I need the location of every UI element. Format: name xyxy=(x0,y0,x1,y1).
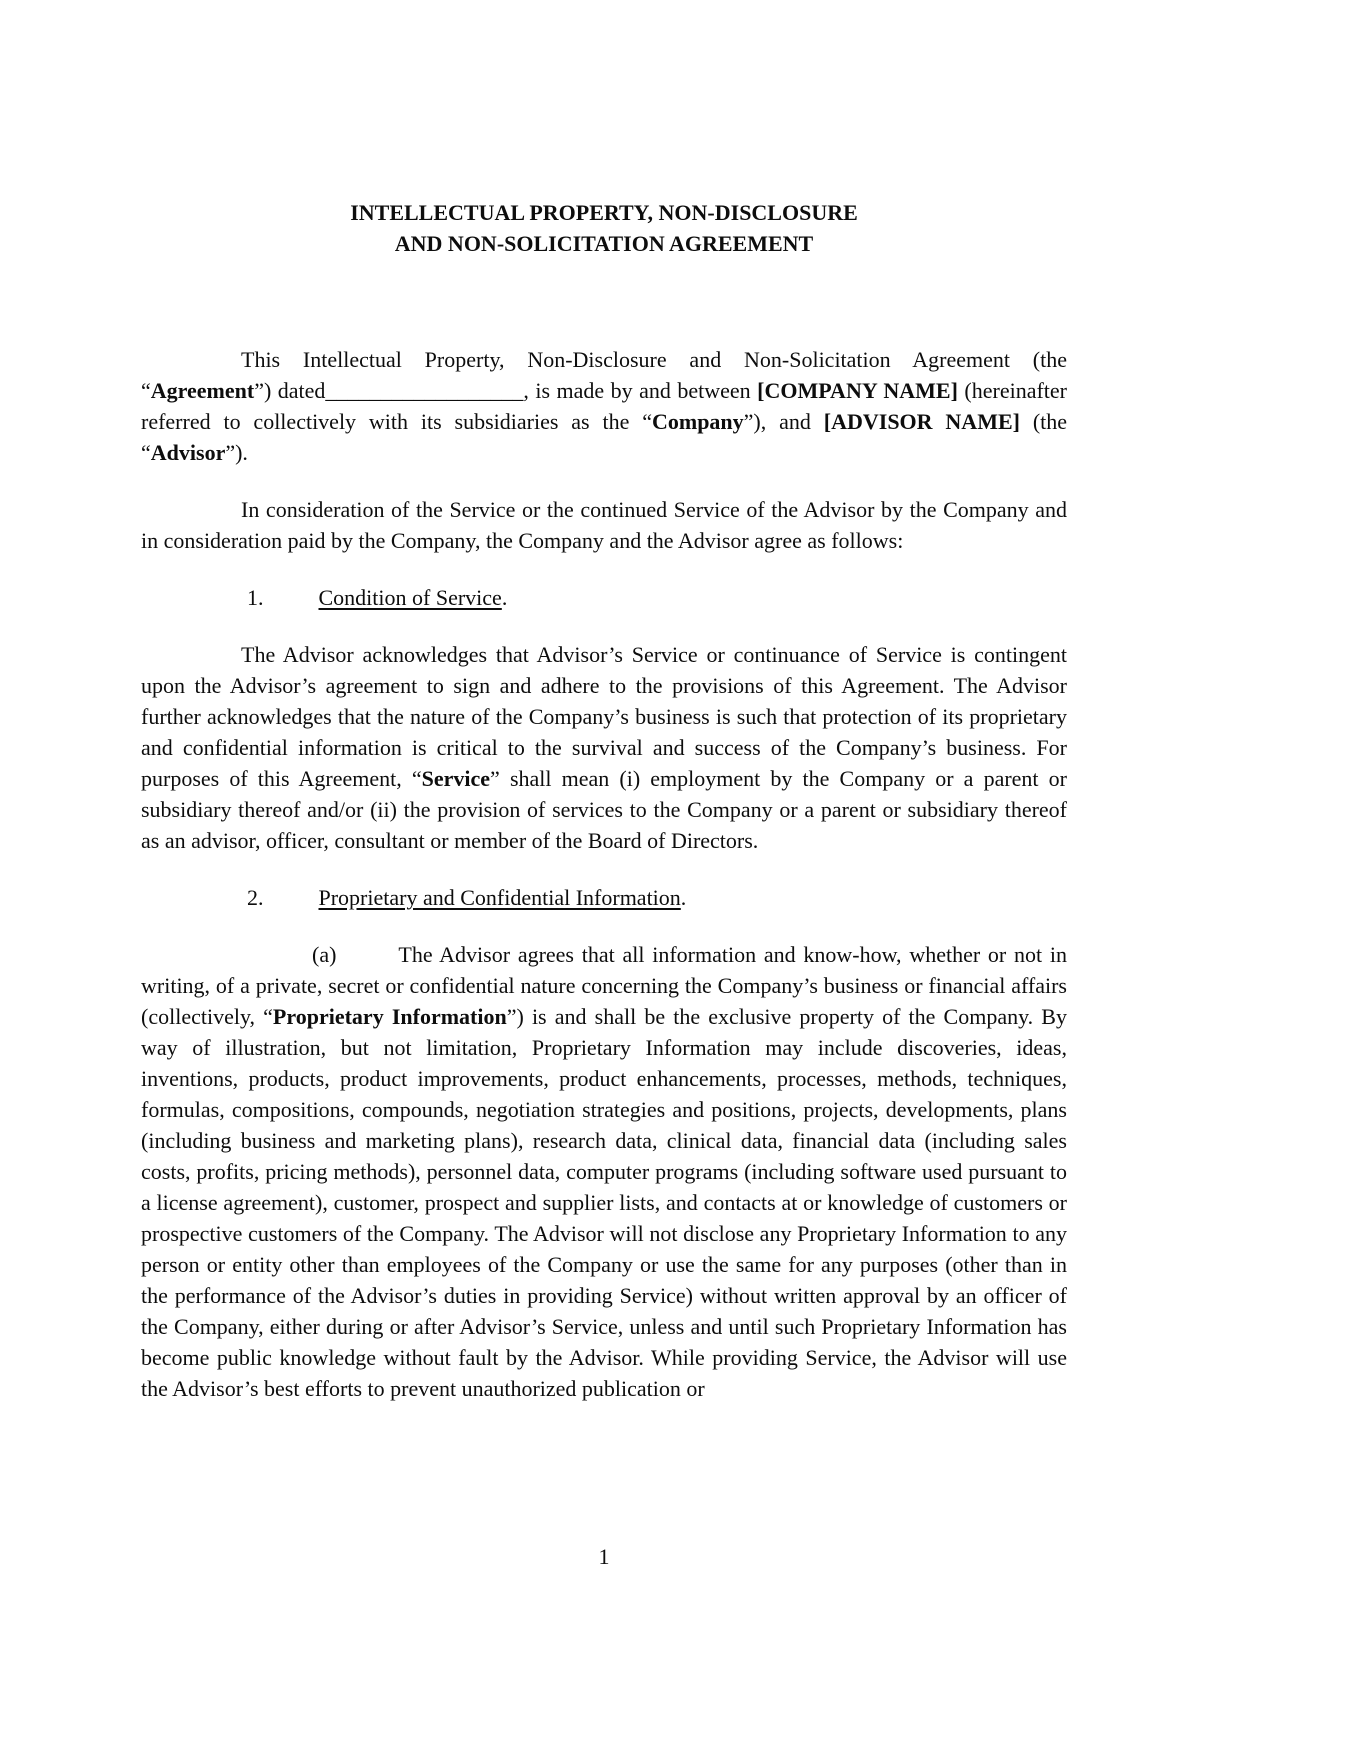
defined-term-advisor: Advisor xyxy=(150,440,226,465)
text-segment: ”). xyxy=(225,440,248,465)
section-2-title: Proprietary and Confidential Information xyxy=(318,885,681,910)
text-segment: ”), and xyxy=(743,409,824,434)
intro-paragraph xyxy=(141,344,1067,468)
section-2-period: . xyxy=(680,885,687,910)
clause-a-label: (a) xyxy=(312,942,337,967)
section-2-heading xyxy=(141,882,1067,913)
text-segment: ”) dated__________________, is made by and between xyxy=(254,378,758,403)
page-number: 1 xyxy=(598,1544,610,1569)
company-name-placeholder: [COMPANY NAME] xyxy=(757,378,958,403)
defined-term-company: Company xyxy=(651,409,744,434)
document-title xyxy=(141,197,1067,259)
title-line-2: AND NON-SOLICITATION AGREEMENT xyxy=(394,231,814,256)
text-segment: The Advisor acknowledges that Advisor’s Service or continuance of Service is contingent upon the Advisor’s agreement to sign and adhere to the provisions of this Agreement. The Advisor further acknowledges that the nature of the Company’s business is such that protection of its proprietary and confidential information is critical to the survival and success of the Company’s business. For purposes of this Agreement, “ xyxy=(141,642,1067,791)
section-1-period: . xyxy=(501,585,508,610)
section-1-heading xyxy=(141,582,1067,613)
page-footer xyxy=(141,1541,1067,1572)
section-1-number: 1. xyxy=(247,585,264,610)
consideration-paragraph: In consideration of the Service or the continued Service of the Advisor by the Company and in consideration paid by the Company, the Company and the Advisor agree as follows: xyxy=(141,497,1067,553)
text-segment: This Intellectual Property, Non-Disclosure and Non-Solicitation Agreement (the “ xyxy=(141,347,1067,403)
section-1-paragraph xyxy=(141,639,1067,856)
defined-term-agreement: Agreement xyxy=(150,378,255,403)
title-line-1: INTELLECTUAL PROPERTY, NON-DISCLOSURE xyxy=(350,200,858,225)
text-segment: (the “ xyxy=(141,409,1068,465)
defined-term-proprietary-information: Proprietary Information xyxy=(272,1004,507,1029)
section-1-title: Condition of Service xyxy=(318,585,502,610)
document-content xyxy=(141,197,1067,1404)
text-segment: ” shall mean (i) employment by the Company or a parent or subsidiary thereof and/or (ii) the provision of services to the Company or a parent or subsidiary thereof as an advisor, officer, consultant or member of the Board of Directors. xyxy=(141,766,1068,853)
section-2a-paragraph xyxy=(141,939,1067,1404)
advisor-name-placeholder: [ADVISOR NAME] xyxy=(823,409,1020,434)
section-2-number: 2. xyxy=(247,885,264,910)
defined-term-service: Service xyxy=(421,766,491,791)
text-segment: The Advisor agrees that all information and know-how, whether or not in writing, of a private, secret or confidential nature concerning the Company’s business or financial affairs (collectively, “ xyxy=(141,942,1067,1029)
text-segment: ”) is and shall be the exclusive property of the Company. By way of illustration, but not limitation, Proprietary Information may include discoveries, ideas, inventions, products, product improvements, product enhancements, processes, methods, techniques, formulas, compositions, compounds, negotiation strategies and positions, projects, developments, plans (including business and marketing plans), research data, clinical data, financial data (including sales costs, profits, pricing methods), personnel data, computer programs (including software used pursuant to a license agreement), customer, prospect and supplier lists, and contacts at or knowledge of customers or prospective customers of the Company. The Advisor will not disclose any Proprietary Information to any person or entity other than employees of the Company or use the same for any purposes (other than in the performance of the Advisor’s duties in providing Service) without written approval by an officer of the Company, either during or after Advisor’s Service, unless and until such Proprietary Information has become public knowledge without fault by the Advisor. While providing Service, the Advisor will use the Advisor’s best efforts to prevent unauthorized publication or xyxy=(141,1004,1067,1401)
text-segment: (hereinafter referred to collectively with its subsidiaries as the “ xyxy=(141,378,1067,434)
